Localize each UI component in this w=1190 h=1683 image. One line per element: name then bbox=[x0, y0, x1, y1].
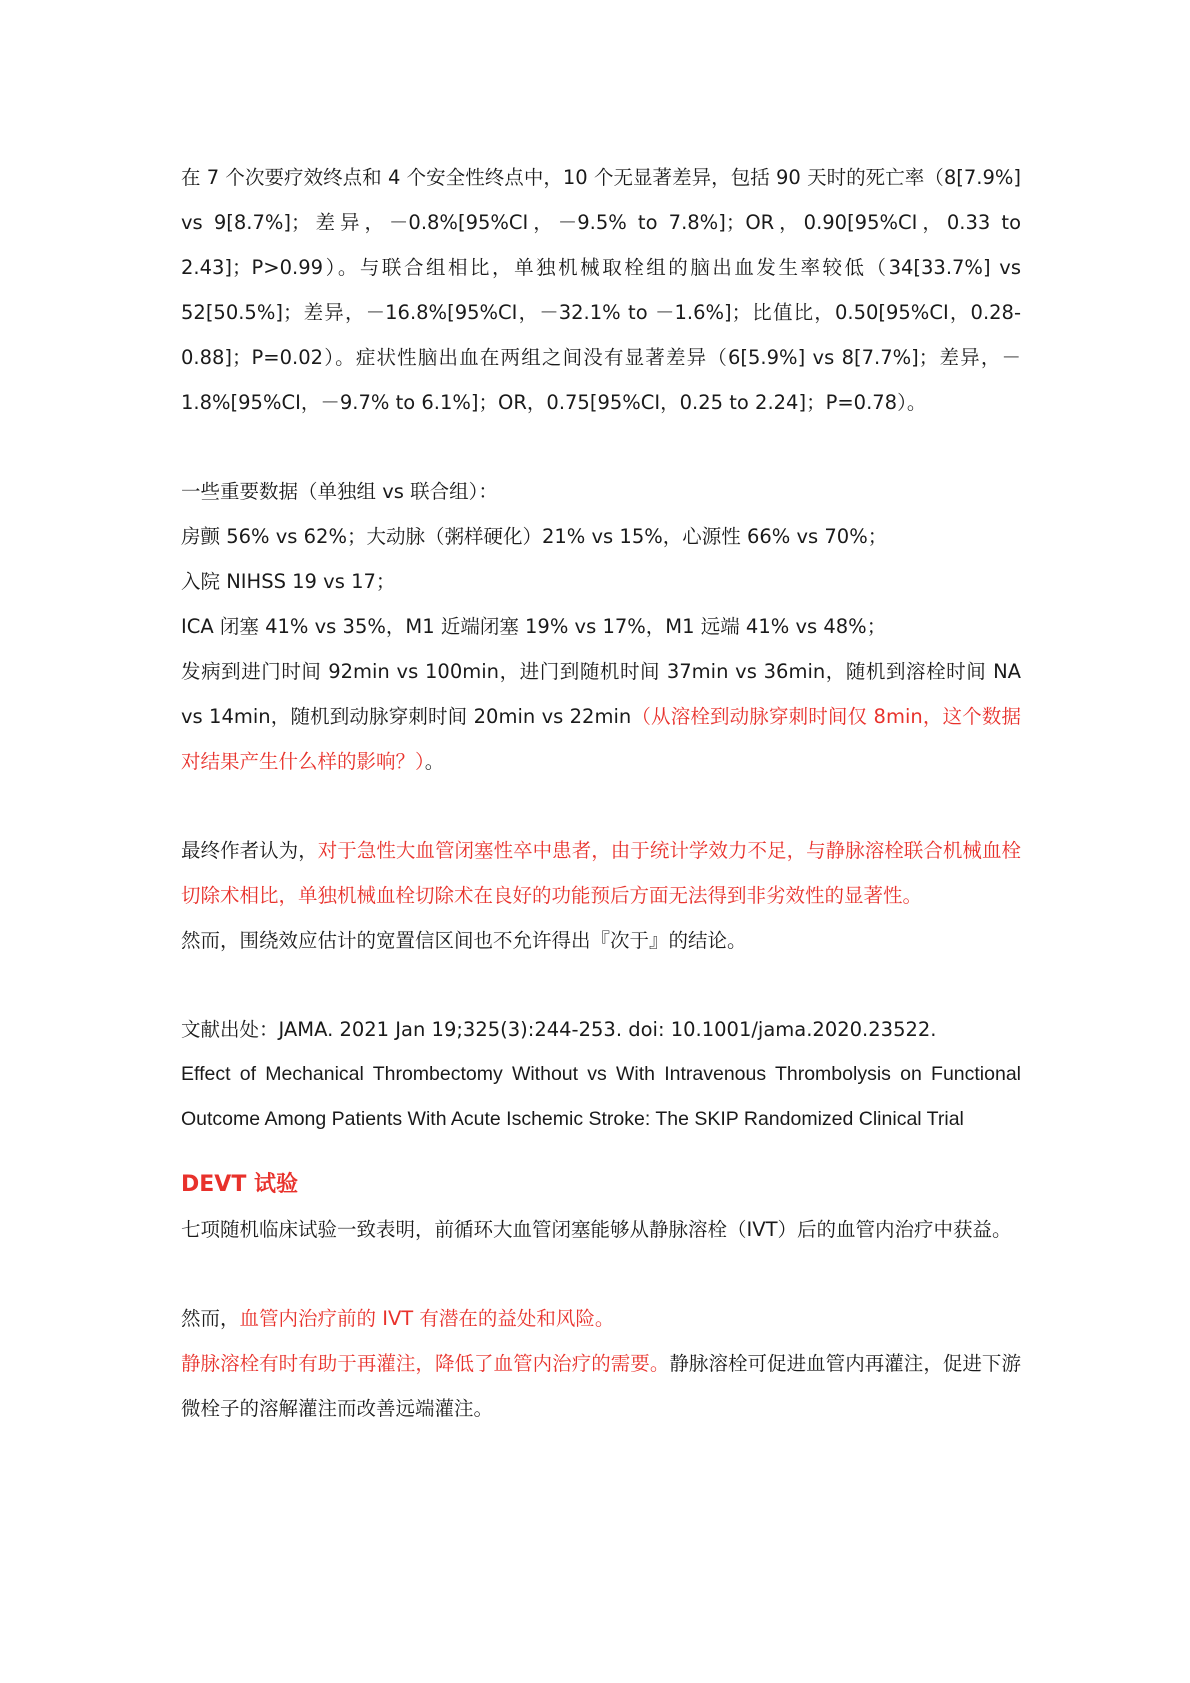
spacer bbox=[181, 1252, 1021, 1296]
devt-however bbox=[181, 1296, 1021, 1341]
reference-title: Effect of Mechanical Thrombectomy Without vs With Intravenous Thrombolysis on Functional Outcome Among Patients With Acute Ischemic Stroke: The SKIP Randomized Clinical Trial bbox=[181, 1063, 1021, 1130]
devt-benefit-tail: 静脉溶栓可促进血管内再灌注，促进下游微栓子的溶解灌注而改善远端灌注。 bbox=[181, 1352, 1021, 1420]
key-data-block bbox=[181, 469, 1021, 784]
results-text: 在 7 个次要疗效终点和 4 个安全性终点中，10 个无显著差异，包括 90 天时的死亡率（8[7.9%] vs 9[8.7%]；差异，－0.8%[95%CI，－9.5% to 7.8%]；OR，0.90[95%CI，0.33 to 2.43]；P>0.99）。与联合组相比，单独机械取栓组的脑出血发生率较低（34[33.7%] vs 52[50.5%]；差异，－16.8%[95%CI，－32.1% to －1.6%]；比值比，0.50[95%CI，0.28-0.88]；P=0.02）。症状性脑出血在两组之间没有显著差异（6[5.9%] vs 8[7.7%]；差异，－1.8%[95%CI，－9.7% to 6.1%]；OR，0.75[95%CI，0.25 to 2.24]；P=0.78）。 bbox=[181, 166, 1021, 414]
devt-benefit bbox=[181, 1341, 1021, 1431]
reference-source: 文献出处：JAMA. 2021 Jan 19;325(3):244-253. doi: 10.1001/jama.2020.23522. bbox=[181, 1018, 937, 1041]
key-data-timing-note: （从溶栓到动脉穿刺时间仅 8min，这个数据对结果产生什么样的影响？） bbox=[181, 705, 1021, 773]
key-data-af: 房颤 56% vs 62%；大动脉（粥样硬化）21% vs 15%，心源性 66% vs 70%； bbox=[181, 525, 888, 548]
results-paragraph bbox=[181, 155, 1021, 425]
conclusion-lead: 最终作者认为， bbox=[181, 839, 318, 862]
key-data-timing-end: 。 bbox=[424, 750, 445, 773]
devt-intro: 七项随机临床试验一致表明，前循环大血管闭塞能够从静脉溶栓（IVT）后的血管内治疗中获益。 bbox=[181, 1218, 1012, 1241]
document-page bbox=[181, 155, 1021, 1431]
devt-however-lead: 然而， bbox=[181, 1307, 240, 1330]
key-data-timing: 发病到进门时间 92min vs 100min，进门到随机时间 37min vs 36min，随机到溶栓时间 NA vs 14min，随机到动脉穿刺时间 20min vs 22min bbox=[181, 660, 1021, 728]
key-data-nihss: 入院 NIHSS 19 vs 17； bbox=[181, 570, 396, 593]
key-data-occlusion: ICA 闭塞 41% vs 35%，M1 近端闭塞 19% vs 17%，M1 远端 41% vs 48%； bbox=[181, 615, 887, 638]
spacer bbox=[181, 963, 1021, 1007]
key-data-title: 一些重要数据（单独组 vs 联合组）： bbox=[181, 480, 498, 503]
conclusion-tail: 然而，围绕效应估计的宽置信区间也不允许得出『次于』的结论。 bbox=[181, 929, 747, 952]
spacer bbox=[181, 784, 1021, 828]
devt-however-highlight: 血管内治疗前的 IVT 有潜在的益处和风险。 bbox=[239, 1307, 615, 1330]
conclusion-highlight: 对于急性大血管闭塞性卒中患者，由于统计学效力不足，与静脉溶栓联合机械血栓切除术相比，单独机械血栓切除术在良好的功能预后方面无法得到非劣效性的显著性。 bbox=[181, 839, 1021, 907]
spacer bbox=[181, 425, 1021, 469]
devt-heading: DEVT 试验 bbox=[181, 1172, 298, 1197]
devt-benefit-highlight: 静脉溶栓有时有助于再灌注，降低了血管内治疗的需要。 bbox=[181, 1352, 670, 1375]
conclusion-paragraph bbox=[181, 828, 1021, 963]
